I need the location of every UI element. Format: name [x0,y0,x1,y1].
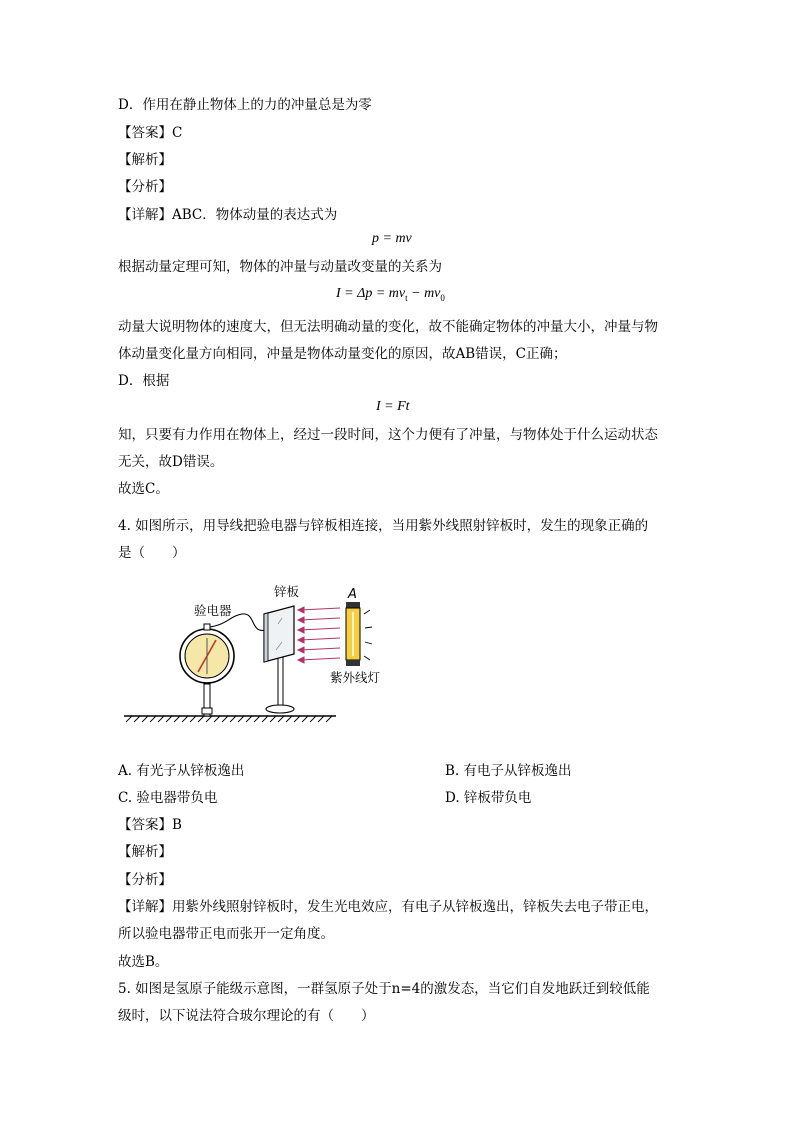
uv-light-arrows [298,607,340,663]
option-c: C. 验电器带负电 [118,790,218,806]
question-4-stem-cont: 是（ ） [118,545,186,561]
breakdown-heading: 【分析】 [118,179,172,195]
option-d-prev-question: D．作用在静止物体上的力的冲量总是为零 [118,97,372,113]
answer-label: 【答案】C [118,125,183,141]
equation-momentum: p = mv [372,231,412,246]
detail-line: 无关，故D错误。 [118,454,224,470]
label-electroscope: 验电器 [194,603,232,618]
detail-line: 【详解】用紫外线照射锌板时，发生光电效应，有电子从锌板逸出，锌板失去电子带正电， [118,899,658,915]
detail-line: 【详解】ABC．物体动量的表达式为 [118,207,338,223]
option-a: A. 有光子从锌板逸出 [118,763,245,779]
photoelectric-experiment-figure [118,578,398,728]
question-4-stem: 4. 如图所示，用导线把验电器与锌板相连接，当用紫外线照射锌板时，发生的现象正确的 [118,518,649,534]
equation-impulse-momentum: $I = \Delta p = mv_t - mv_0$ [336,286,445,303]
breakdown-heading: 【分析】 [118,872,172,888]
equation-impulse: I = Ft [376,399,410,414]
option-b: B. 有电子从锌板逸出 [445,763,572,779]
analysis-heading: 【解析】 [118,152,172,168]
detail-line: 体动量变化量方向相同，冲量是物体动量变化的原因，故AB错误，C正确； [118,346,567,362]
detail-line: 所以验电器带正电而张开一定角度。 [118,926,334,942]
question-5-stem-cont: 级时，以下说法符合玻尔理论的有（ ） [118,1008,375,1024]
option-d: D. 锌板带负电 [445,790,532,806]
detail-line: D．根据 [118,373,170,389]
zinc-plate [264,606,294,662]
answer-label: 【答案】B [118,817,182,833]
conclusion-line: 故选B。 [118,954,169,970]
label-lamp-a: A [348,587,357,602]
lamp-glow-lines [364,610,372,660]
conclusion-line: 故选C。 [118,481,169,497]
uv-lamp-cap-top [346,602,360,608]
detail-line: 知，只要有力作用在物体上，经过一段时间，这个力便有了冲量，与物体处于什么运动状态 [118,427,658,443]
question-5-stem: 5. 如图是氢原子能级示意图，一群氢原子处于n=4的激发态，当它们自发地跃迁到较低能 [118,981,650,997]
detail-line: 根据动量定理可知，物体的冲量与动量改变量的关系为 [118,259,442,275]
label-uv-lamp: 紫外线灯 [330,670,381,685]
analysis-heading: 【解析】 [118,844,172,860]
ground-hatching [126,716,332,722]
label-zinc-plate: 锌板 [274,584,300,599]
uv-lamp-cap-bottom [346,660,360,666]
detail-line: 动量大说明物体的速度大，但无法明确动量的变化，故不能确定物体的冲量大小，冲量与物 [118,319,658,335]
